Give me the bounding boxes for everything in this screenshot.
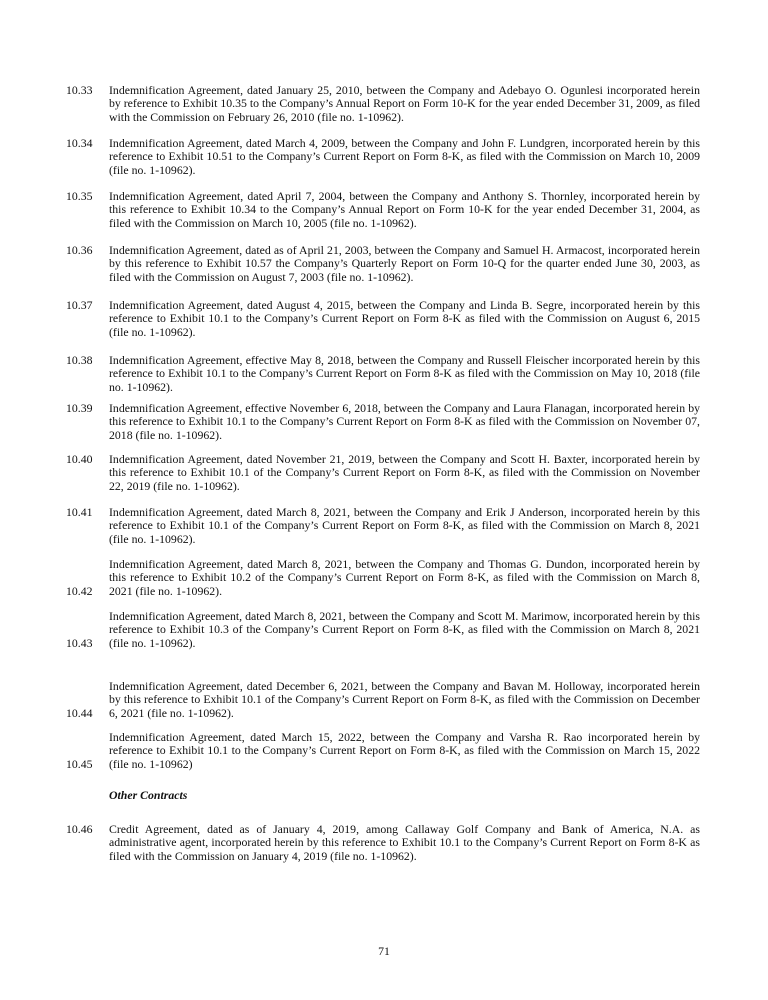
exhibit-entry [66,84,700,124]
exhibit-number: 10.39 [66,401,93,415]
exhibit-description: Indemnification Agreement, dated August 4, 2015, between the Company and Linda B. Segre, incorporated herein by this reference to Exhibit 10.1 to the Company’s Current Report on Form 8-K as filed with the Commission on August 6, 2015 (file no. 1-10962). [109,298,700,339]
exhibit-entry [66,299,700,339]
exhibit-description: Indemnification Agreement, dated March 8, 2021, between the Company and Erik J Anderson, incorporated herein by this reference to Exhibit 10.1 of the Company’s Current Report on Form 8-K, as filed with the Commission on March 8, 2021 (file no. 1-10962). [109,505,700,546]
exhibit-entry [66,610,700,650]
exhibit-description: Indemnification Agreement, dated April 7, 2004, between the Company and Anthony S. Thornley, incorporated herein by this reference to Exhibit 10.34 to the Company’s Annual Report on Form 10-K for the year ended December 31, 2004, as filed with the Commission on March 10, 2005 (file no. 1-10962). [109,189,700,230]
exhibit-number: 10.37 [66,298,93,312]
exhibit-entry [66,823,700,863]
exhibit-number: 10.34 [66,136,93,150]
exhibit-entry [66,731,700,771]
exhibit-number: 10.45 [66,756,93,771]
exhibit-description: Credit Agreement, dated as of January 4, 2019, among Callaway Golf Company and Bank of America, N.A. as administrative agent, incorporated herein by this reference to Exhibit 10.1 to the Company’s Current Report on Form 8-K as filed with the Commission on January 4, 2019 (file no. 1-10962). [109,822,700,863]
exhibit-number: 10.33 [66,83,93,97]
exhibit-entry [66,402,700,442]
exhibit-entry [66,506,700,546]
exhibit-entry [66,354,700,394]
exhibit-description: Indemnification Agreement, dated March 8, 2021, between the Company and Scott M. Marimow, incorporated herein by this reference to Exhibit 10.3 of the Company’s Current Report on Form 8-K, as filed with the Commission on March 8, 2021 (file no. 1-10962). [109,609,700,650]
exhibit-entry [66,244,700,284]
exhibit-number: 10.46 [66,822,93,836]
exhibit-entry [66,453,700,493]
exhibit-description: Indemnification Agreement, dated as of April 21, 2003, between the Company and Samuel H. Armacost, incorporated herein by this reference to Exhibit 10.57 the Company’s Quarterly Report on Form 10-Q for the quarter ended June 30, 2003, as filed with the Commission on August 7, 2003 (file no. 1-10962). [109,243,700,284]
exhibit-description: Indemnification Agreement, dated March 4, 2009, between the Company and John F. Lundgren, incorporated herein by this reference to Exhibit 10.51 to the Company’s Current Report on Form 8-K, as filed with the Commission on March 10, 2009 (file no. 1-10962). [109,136,700,177]
exhibit-entry [66,558,700,598]
exhibit-number: 10.41 [66,505,93,519]
exhibit-entry [66,680,700,720]
exhibit-description: Indemnification Agreement, dated March 8, 2021, between the Company and Thomas G. Dundon, incorporated herein by this reference to Exhibit 10.2 of the Company’s Current Report on Form 8-K, as filed with the Commission on March 8, 2021 (file no. 1-10962). [109,557,700,598]
exhibit-description: Indemnification Agreement, effective November 6, 2018, between the Company and Laura Flanagan, incorporated herein by this reference to Exhibit 10.1 to the Company’s Current Report on Form 8-K as filed with the Commission on November 07, 2018 (file no. 1-10962). [109,401,700,442]
exhibit-number: 10.38 [66,353,93,367]
exhibit-description: Indemnification Agreement, dated January 25, 2010, between the Company and Adebayo O. Ogunlesi incorporated herein by reference to Exhibit 10.35 to the Company’s Annual Report on Form 10-K for the year ended December 31, 2009, as filed with the Commission on February 26, 2010 (file no. 1-10962). [109,83,701,124]
exhibit-number: 10.35 [66,189,93,203]
exhibit-entry [66,137,700,177]
page-number: 71 [378,944,390,958]
exhibit-entry [66,190,700,230]
exhibit-number: 10.43 [66,635,93,650]
exhibit-number: 10.44 [66,705,93,720]
exhibit-number: 10.42 [66,583,93,598]
exhibit-description: Indemnification Agreement, effective May 8, 2018, between the Company and Russell Fleischer incorporated herein by this reference to Exhibit 10.1 to the Company’s Current Report on Form 8-K as filed with the Commission on May 10, 2018 (file no. 1-10962). [109,353,700,394]
exhibit-description: Indemnification Agreement, dated December 6, 2021, between the Company and Bavan M. Holloway, incorporated herein by this reference to Exhibit 10.1 of the Company’s Current Report on Form 8-K, as filed with the Commission on December 6, 2021 (file no. 1-10962). [109,679,700,720]
exhibit-description: Indemnification Agreement, dated November 21, 2019, between the Company and Scott H. Baxter, incorporated herein by this reference to Exhibit 10.1 of the Company’s Current Report on Form 8-K, as filed with the Commission on November 22, 2019 (file no. 1-10962). [109,452,700,493]
section-heading: Other Contracts [109,788,188,802]
exhibit-number: 10.40 [66,452,93,466]
exhibit-description: Indemnification Agreement, dated March 15, 2022, between the Company and Varsha R. Rao incorporated herein by reference to Exhibit 10.1 to the Company’s Current Report on Form 8-K, as filed with the Commission on March 15, 2022 (file no. 1-10962) [109,730,700,771]
exhibit-number: 10.36 [66,243,93,257]
